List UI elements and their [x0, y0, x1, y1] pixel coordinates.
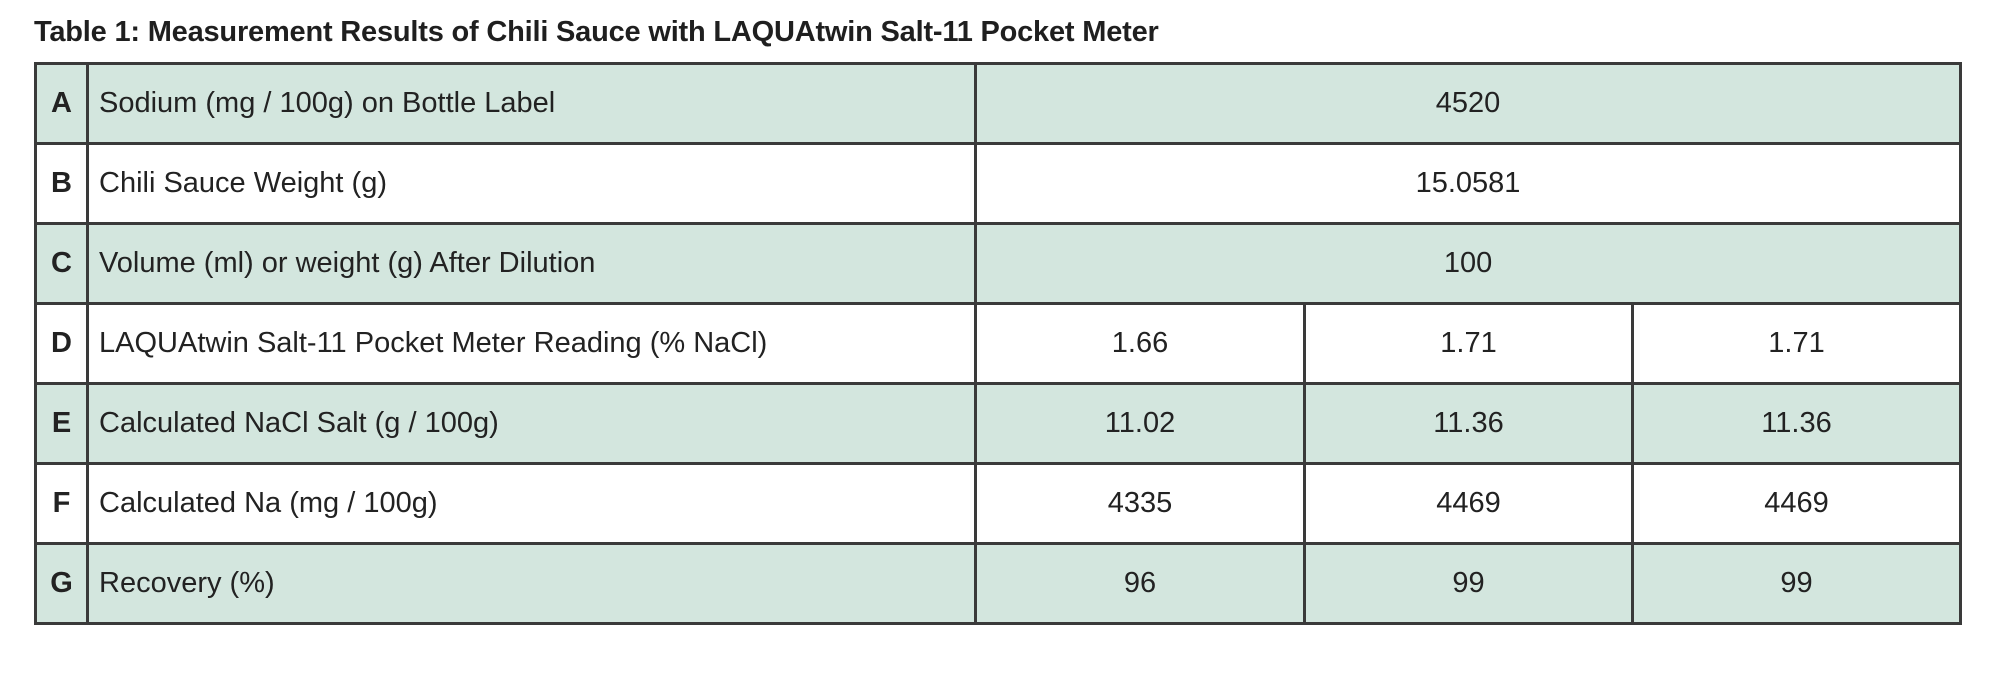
table-row-g	[36, 544, 1961, 624]
table-row-a	[36, 64, 1961, 144]
row-value-2: 11.36	[1305, 384, 1633, 464]
row-value: 4520	[976, 64, 1961, 144]
row-value-1: 96	[976, 544, 1305, 624]
row-value-3: 99	[1633, 544, 1961, 624]
table-caption: Table 1: Measurement Results of Chili Sauce with LAQUAtwin Salt-11 Pocket Meter	[34, 16, 1159, 48]
row-value-3: 4469	[1633, 464, 1961, 544]
row-id: F	[36, 464, 88, 544]
row-value: 100	[976, 224, 1961, 304]
row-label: Recovery (%)	[88, 544, 976, 624]
row-value-2: 4469	[1305, 464, 1633, 544]
row-value: 15.0581	[976, 144, 1961, 224]
table-row-b	[36, 144, 1961, 224]
row-label: Chili Sauce Weight (g)	[88, 144, 976, 224]
row-value-2: 1.71	[1305, 304, 1633, 384]
row-label: Calculated NaCl Salt (g / 100g)	[88, 384, 976, 464]
row-value-1: 1.66	[976, 304, 1305, 384]
row-value-1: 4335	[976, 464, 1305, 544]
row-id: D	[36, 304, 88, 384]
measurement-results-table	[34, 62, 1962, 625]
table-row-e	[36, 384, 1961, 464]
row-value-1: 11.02	[976, 384, 1305, 464]
row-label: Volume (ml) or weight (g) After Dilution	[88, 224, 976, 304]
row-label: Calculated Na (mg / 100g)	[88, 464, 976, 544]
table-row-d	[36, 304, 1961, 384]
row-id: C	[36, 224, 88, 304]
row-value-2: 99	[1305, 544, 1633, 624]
row-label: Sodium (mg / 100g) on Bottle Label	[88, 64, 976, 144]
row-id: G	[36, 544, 88, 624]
row-value-3: 1.71	[1633, 304, 1961, 384]
row-value-3: 11.36	[1633, 384, 1961, 464]
row-id: B	[36, 144, 88, 224]
table-row-c	[36, 224, 1961, 304]
row-id: A	[36, 64, 88, 144]
row-id: E	[36, 384, 88, 464]
row-label: LAQUAtwin Salt-11 Pocket Meter Reading (% NaCl)	[88, 304, 976, 384]
table-row-f	[36, 464, 1961, 544]
